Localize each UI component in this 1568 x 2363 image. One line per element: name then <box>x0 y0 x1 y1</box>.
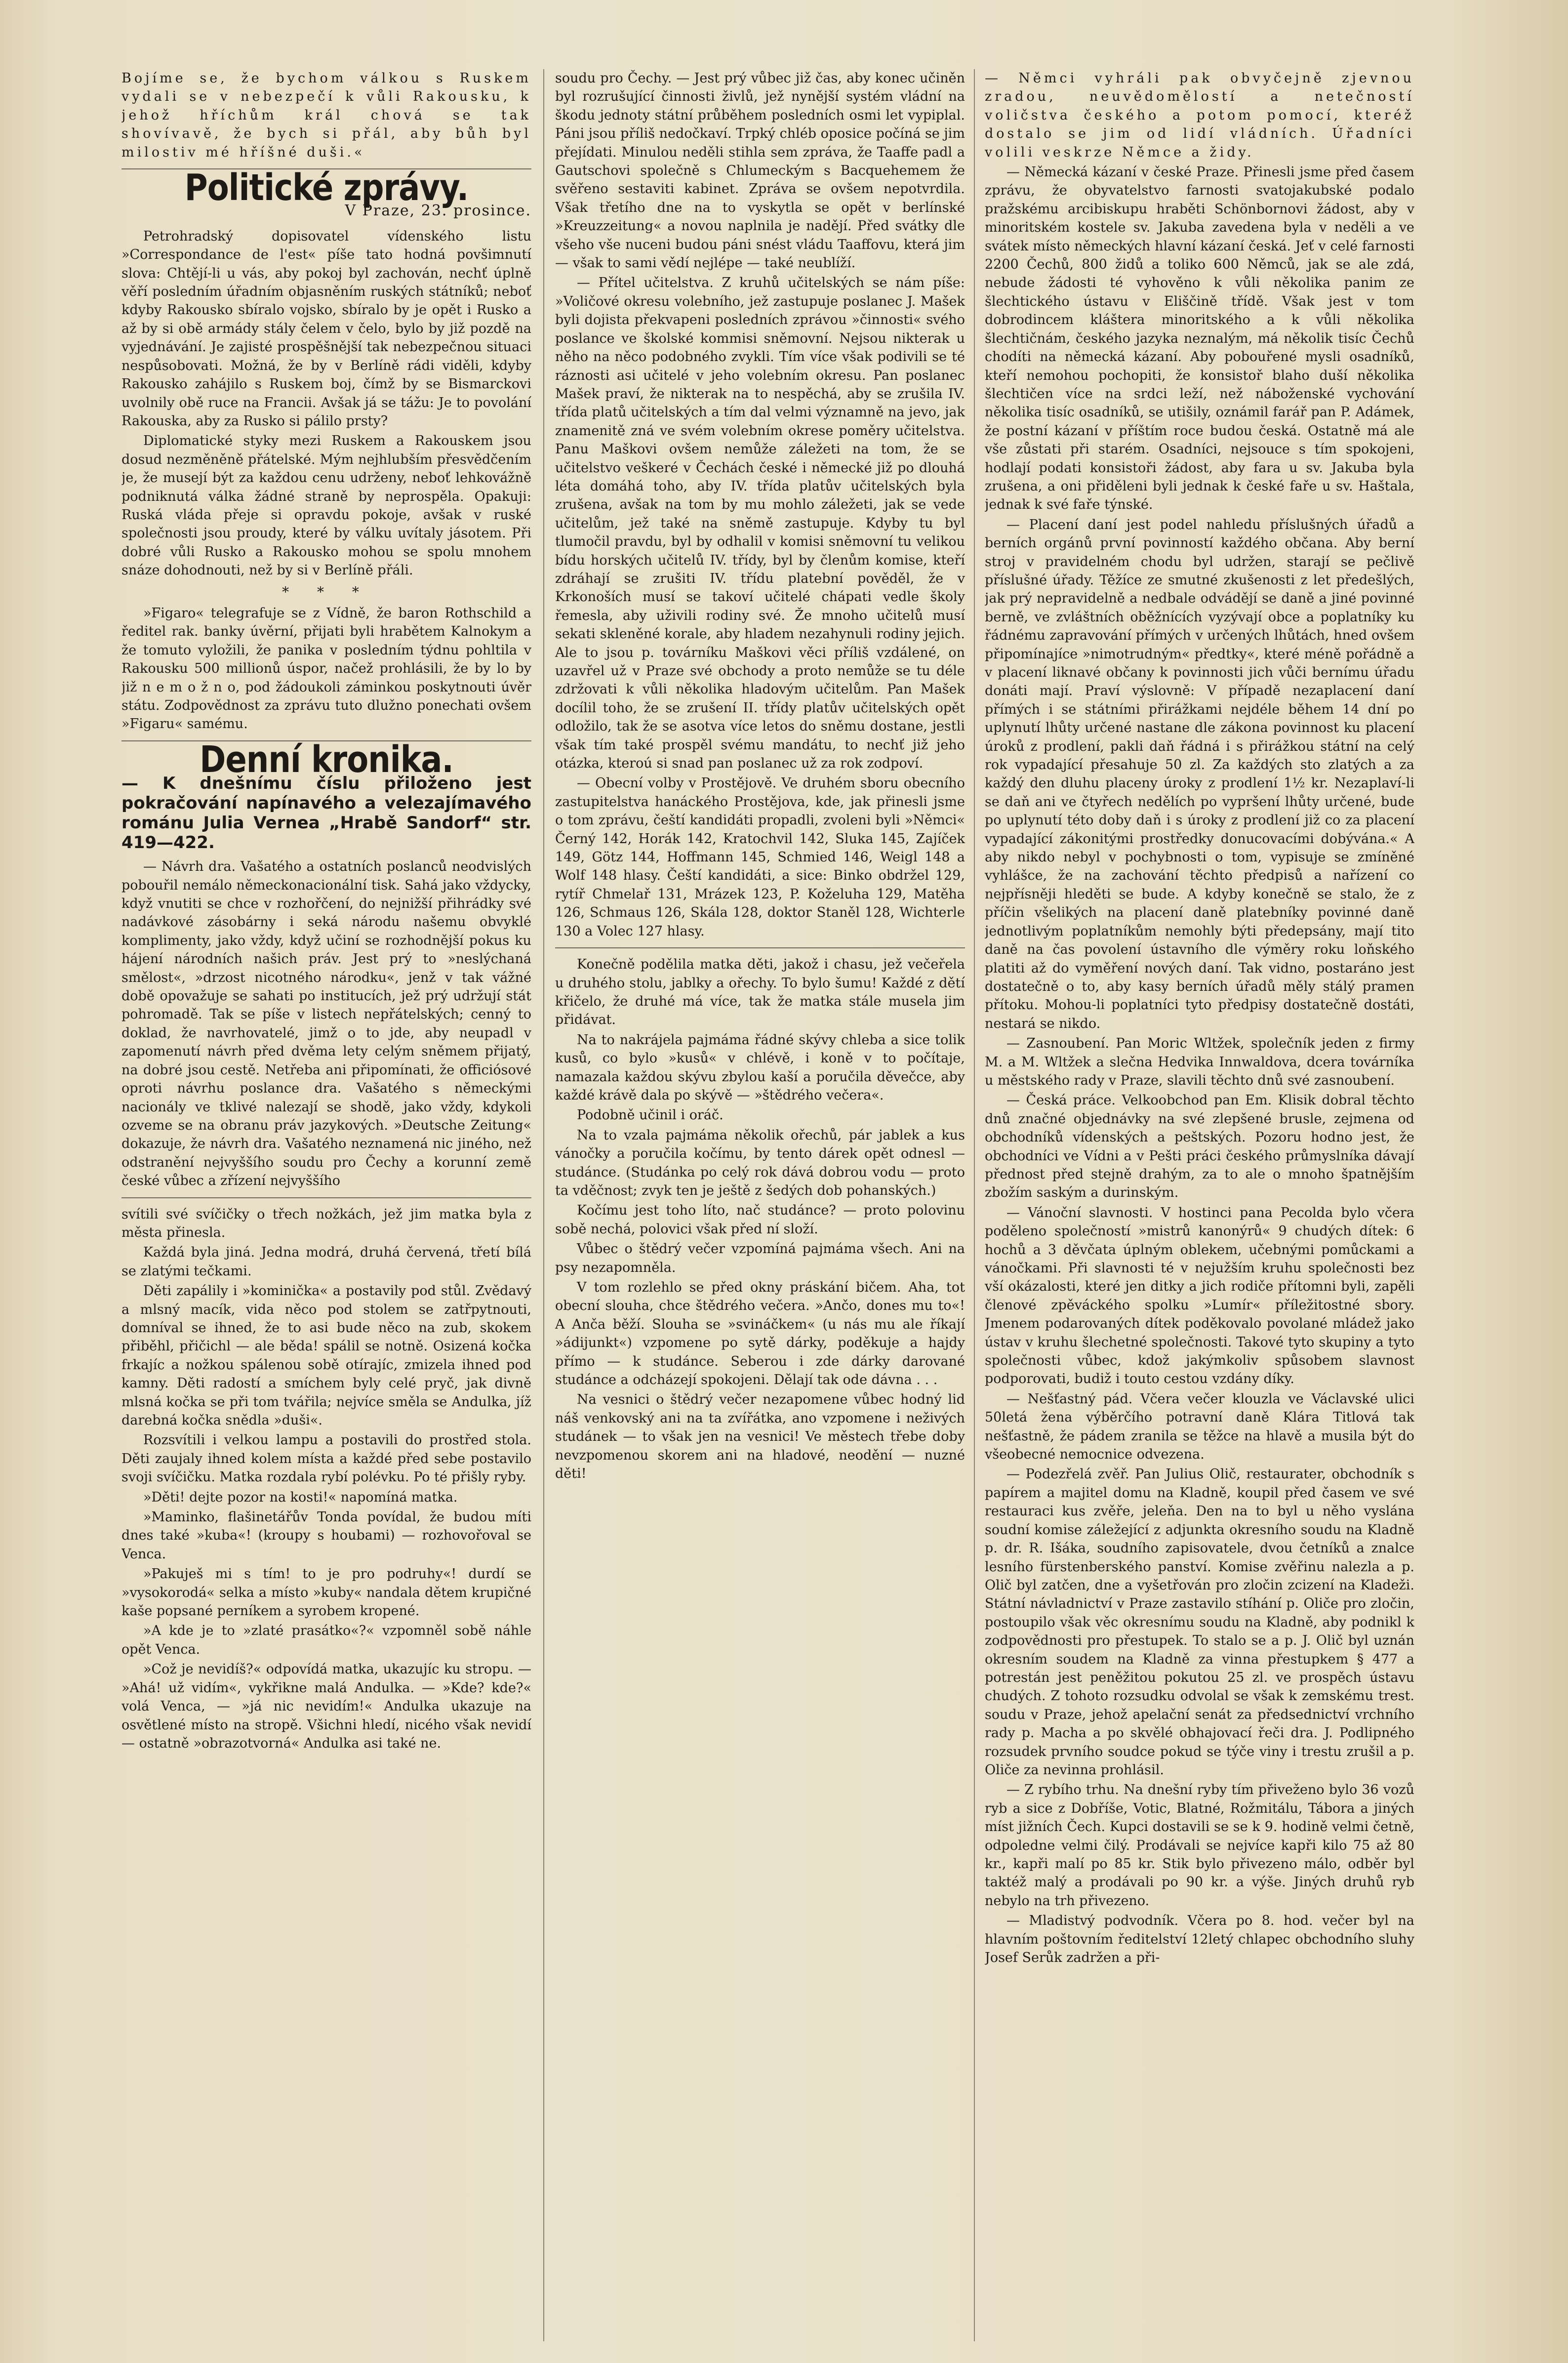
politics-paragraph: »Figaro« telegrafuje se z Vídně, že baron Rothschild a ředitel rak. banky úvěrní, přijati byli hrabětem Kalnokym a že tomuto vyložili, že panika v posledním týdnu pohltila v Rakousku 500 millionů úspor, načež prohlásili, že by lo by již n e m o ž n o, pod žádoukoli záminkou poskytnouti úvěr státu. Zodpovědnost za zprávu tuto dlužno ponechati ovšem »Figaru« samému. <box>121 605 531 732</box>
news-item: — Němci vyhráli pak obvyčejně zjevnou zradou, neuvědomělostí a netečností voličstva českého a potom pomocí, kteréž dostalo se jim od lidí vládních. Úřadníci volili veskrze Němce a židy. <box>985 71 1414 160</box>
news-item: — Mladistvý podvodník. Včera po 8. hod. večer byl na hlavním poštovním ředitelství 12letý chlapec obchodního sluhy Josef Serůk zadržen a při- <box>985 1913 1414 1966</box>
kronika-lead: — K dnešnímu číslu přiloženo jest pokračování napínavého a velezajímavého románu Julia Vernea „Hrabě Sandorf“ str. 419—422. <box>121 774 531 853</box>
news-item: — Placení daní jest podel nahledu příslušných úřadů a berních orgánů první povinností každého občana. Aby berní stroj v pravidelném chodu byl udržen, starají se pečlivě příslušné úřady. Těžíce ze smutné zkušenosti z let předešlých, jak prý nepravidelně a nedbale odvádějí se daně a jiné povinné berně, ve zvláštních oběžnících vyzývají obce a poplatníky ku řádnému zapravování přímých v určených lhůtách, hned ovšem připomínajíce »nimotrudným« předtky«, které méně pořádně a v placení liknavé občany k povinnosti jich vůči bernímu úřadu donáti mají. Praví výslovně: V případě nezaplacení daní přímých i se státními přirážkami nejdéle během 14 dní po uplynutí lhůty určené nastane dle zákona povinnost ku placení úroků z prodlení, pakli daň řádná i s přirážkou státní na celý rok vypadající přesahuje 50 zl. Za každých sto zlatých a za každý den dluhu placeny úroky z prodlení 1½ kr. Nezaplaví-li se daň ani ve čtyřech nedělích po vypršení lhůty určené, bude po uplynutí této doby daň i s úroky z prodlení již co za placení vypadající zákonitými prostředky donucovacími dobývána.« A aby nikdo nebyl v pochybnosti o tom, vypisuje se zmíněné vyhlášce, že na zachování těchto předpisů a nařízení co nejpřísněji hleděti se bude. A kdyby konečně se stalo, že z příčin všelikých na placení daně platebníky povinné daně jednotlivým poplatníkům nemohly býti předepsány, mají tito daně na čas povolení ústavního dle výměry roku loňského platiti až do vyměření nových daní. Tak vidno, postaráno jest dostatečně o to, aby kasy berních úřadů měly stálý pramen přítoku. Mohou-li poplatníci tyto předpisy dostatečně dostáti, nestará se nikdo. <box>985 517 1414 1031</box>
story-paragraph: Na to nakrájela pajmáma řádné skývy chleba a sice tolik kusů, co bylo »kusů« v chlévě, i koně v to počítaje, namazala každou skývu zbylou kaší a poručila děvečce, aby každé krávě dala po skývě — »štědrého večera«. <box>555 1032 965 1103</box>
politics-paragraph: Petrohradský dopisovatel vídenského listu »Correspondance de l'est« píše tato hodná povšimnutí slova: Chtějí-li u vás, aby pokoj byl zachován, nechť úplně věří posledním úřadním objasněním ruských státníků; neboť kdyby Rakousko sbíralo vojsko, sbíralo by je opět i Rusko a až by si obě armády stály čelem v čelo, bylo by již pozdě na vyjednávání. Je zajisté prospěšnější tak nebezpečnou situaci nespůsobovati. Možná, že by v Berlíně rádi viděli, kdyby Rakousko zahájilo s Ruskem boj, čímž by se Bismarckovi uvolnily obě ruce na Francii. Avšak já se tážu: Je to povolání Rakouska, aby za Rusko si pálilo prsty? <box>121 228 531 429</box>
story-paragraph: Každá byla jiná. Jedna modrá, druhá červená, třetí bílá se zlatými tečkami. <box>121 1245 531 1279</box>
column-3 <box>985 69 1414 2341</box>
news-item: — Z rybího trhu. Na dnešní ryby tím přiveženo bylo 36 vozů ryb a sice z Dobříše, Votic, Blatné, Rožmitálu, Tábora a jiných míst jižních Čech. Kupci dostavili se se k 9. hodině velmi četně, odpoledne velmi čilý. Prodávali se nejvíce kapři kilo 75 až 80 kr., kapři malí po 85 kr. Stik bylo přivezeno málo, odběr byl taktéž malý a prodávali po 90 kr. a výše. Jiných druhů ryb nebylo na trh přivezeno. <box>985 1782 1414 1909</box>
news-item: — Podezřelá zvěř. Pan Julius Olič, restaurater, obchodník s papírem a majitel domu na Kladně, koupil před časem ve své restauraci kus zvěře, jeleňa. Den na to byl u něho vyslána soudní komise záležející z adjunkta okresního soudu na Kladně p. dr. R. Išáka, soudního zapisovatele, dvou četníků a znalce lesního fürstenberského panství. Komise zvěřinu nalezla a p. Olič byl zatčen, dne a vyšetřován pro zločin zcizení na Kladeži. Státní návladnictví v Praze zastavilo stíhání p. Oliče pro zločin, postoupilo však věc okresnímu soudu na Kladně, aby podnikl k zodpovědnosti pro přestupek. To stalo se a p. J. Olič byl uznán okresním soudem na Kladně za vinna přestupkem § 477 a potrestán jest peněžitou pokutou 25 zl. ve prospěch ústavu chudých. Z tohoto rozsudku odvolal se však k zemskému trest. soudu v Praze, jehož apelační senát za předsednictví vrchního rady p. Macha a po skvělé obhajovací řeči dra. J. Podlipného rozsudek prvního soudce pokud se týče viny i trestu zrušil a p. Oliče za nevinna prohlásil. <box>985 1467 1414 1778</box>
story-paragraph: »A kde je to »zlaté prasátko«?« vzpomněl sobě náhle opět Venca. <box>121 1623 531 1657</box>
story-paragraph: V tom rozlehlo se před okny práskání bičem. Aha, tot obecní slouha, chce štědrého večera. »Ančo, dones mu to«! A Anča běží. Slouha se »svináčkem« (u nás mu ale říkají »ádijunkt«) vzpomene po sytě dárky, poděkuje a hajdy přímo — k studánce. Seberou i zde dárky darované studánce a odcházejí spokojeni. Dělají tak ode dávna . . . <box>555 1280 965 1388</box>
news-item: — Návrh dra. Vašatého a ostatních poslanců neodvislých pobouřil nemálo německonacionální tisk. Sahá jako vždycky, když vnutiti se chce v rozhořčení, do nejnižší přihrádky své nadávkové zásobárny i seká národu našemu obvyklé komplimenty, jako vždy, když učiní se rozhodnější pokus ku hájení národních našich práv. Jest prý to »neslýchaná smělost«, »drzost nicotného národku«, jenž v tak vážné době opovažuje se sahati po institucích, jež prý udržují stát pohromadě. Tak se píše v listech nepřátelských; cenný to doklad, že navrhovatelé, jimž o to jde, aby neupadl v zapomenutí návrh před dvěma lety celým sněmem přijatý, na dobré jsou cestě. Netřeba ani připomínati, že officiósové oproti návrhu poslance dra. Vašatého s německými nacionály ve tklivé nalezají se shodě, jako vždy, kdykoli ozveme se na obranu práv jazykových. »Deutsche Zeitung« dokazuje, že návrh dra. Vašatého neznamená nic jiného, než odstranění nejvyššího soudu pro Čechy a korunní země české vůbec a zřízení nejvyššího <box>121 859 531 1189</box>
section-stars: * * * <box>282 583 371 600</box>
story-paragraph: Na to vzala pajmáma několik ořechů, pár jablek a kus vánočky a poručila kočímu, by tento dárek opět odnesl — studánce. (Studánka po celý rok dává dobrou vodu — proto ta vděčnost; zvyk ten je ještě z šedých dob pohanských.) <box>555 1127 965 1198</box>
news-item: soudu pro Čechy. — Jest prý vůbec již čas, aby konec učiněn byl rozrušující činnosti živlů, jež nynější systém vládní na škodu jednoty státní průběhem posledních osmi let vypiplal. Páni jsou příliš nedočkaví. Trpký chléb oposice počíná se jim přejídati. Minulou neděli stihla sem zpráva, že Taaffe padl a Gautschovi společně s Chlumeckým s Bacquehemem že svěřeno sestaviti kabinet. Zpráva se ovšem nepotvrdila. Však třetího dne na to vyskytla se opět v berlínské »Kreuzzeitung« a novou naplnila je nadějí. Před svátky dle všeho vše nuceni budou páni snést vládu Taaffovu, která jim — však to sami vědí nejlépe — také neublíží. <box>555 71 965 271</box>
story-paragraph: »Děti! dejte pozor na kosti!« napomíná matka. <box>143 1489 458 1505</box>
story-paragraph: Děti zapálily i »kominička« a postavily pod stůl. Zvědavý a mlsný macík, vida něco pod stolem se zatřpytnouti, domníval se ihned, že to asi bude něco na zub, skokem přiběhl, přičichl — ale běda! spálil se notně. Osizená kočka frkajíc a nožkou spálenou sobě otírajíc, zmizela ihned pod kamny. Děti radostí a smíchem byly celé pryč, jak divně mlsná kočka se při tom tvářila; nejvíce směla se Andulka, jíž darebná kočka snědla »duši«. <box>121 1283 531 1428</box>
politics-heading: Politické zprávy. <box>184 167 469 209</box>
divider <box>555 947 965 948</box>
news-item: — Česká práce. Velkoobchod pan Em. Klisik dobral těchto dnů značné objednávky na své zlepšené brusle, zejmena od obchodníků vídenských a peštských. Pozoru hodno jest, že obchodníci ve Vídni a v Pešti práci českého průmyslníka dávají přednost před stejně drahým, za to ale o mnoho špatnějším zbožím saským a durinským. <box>985 1093 1414 1201</box>
column-1 <box>121 69 531 2341</box>
politics-paragraph: Diplomatické styky mezi Ruskem a Rakouskem jsou dosud nezměněně přátelské. Mým nejhlubším přesvědčením je, že musejí být za každou cenu udrženy, neboť lehkovážně podniknutá válka žádné straně by neprospěla. Opakuji: Ruská vláda přeje si opravdu pokoje, avšak v ruské společnosti jsou proudy, které by válku uvítaly jásotem. Při dobré vůli Rusko a Rakousko mohou se spolu mnohem snáze dohodnouti, než by si v Berlíně přáli. <box>121 433 531 578</box>
story-paragraph: »Maminko, flašinetářův Tonda povídal, že budou míti dnes také »kuba«! (kroupy s houbami) — rozhovořoval se Venca. <box>121 1509 531 1562</box>
news-item: — Zasnoubení. Pan Moric Wltžek, společník jeden z firmy M. a M. Wltžek a slečna Hedvika Innwaldova, dcera továrníka u městského rady v Praze, slavili těchto dnů své zasnoubení. <box>985 1036 1414 1088</box>
news-item: — Nešťastný pád. Včera večer klouzla ve Václavské ulici 50letá žena výběrčího potravní daně Klára Titlová tak nešťastně, že pádem zranila se těžce na hlavě a musila být do všeobecné nemocnice odvezena. <box>985 1391 1414 1463</box>
story-paragraph: Podobně učinil i oráč. <box>577 1107 724 1123</box>
story-paragraph: Na vesnici o štědrý večer nezapomene vůbec hodný lid náš venkovský ani na ta zvířátka, ano vzpomene i neživých studánek — to však jen na vesnici! Ve městech třebe doby nevzpomenou skorem ani na hladové, neodění — nuzné děti! <box>555 1392 965 1482</box>
politics-dateline: V Praze, 23. prosince. <box>345 202 531 220</box>
news-item: — Přítel učitelstva. Z kruhů učitelských se nám píše: »Voličové okresu volebního, jež zastupuje poslanec J. Mašek byli dojista překvapeni posledních zprávou »činnosti« svého poslance ve školské kommisi sněmovní. Nejsou nikterak u něho na něco podobného zvykli. Tím více však podivili se té ráznosti asi učitelé v jeho volebním okresu. Pan poslanec Mašek praví, že nikterak na to nespěchá, aby se zrušila IV. třída platů učitelských a tím dal velmi významně na jevo, jak znamenitě zná ve svém volebním okrese poměry učitelstva. Panu Maškovi ovšem nemůže záležeti na tom, že se učitelstvo veškeré v Čechách české i německé již po dlouhá léta domáhá toho, aby IV. třída platův učitelských byla zrušena, avšak na tom by mu mohlo záležeti, jak se vede učitelům, jež také na sněmě zastupuje. Kdyby tu byl tlumočil pravdu, byl by odhalil v komisi sněmovní tu velikou bídu horských učitelů IV. třídy, byl by členům komise, kteří zdráhají se zrušiti IV. třídu platební pověděl, že v Krkonoších musí se takoví učitelé chápati vedle školy řemesla, aby uživili rodiny své. Že mnoho učitelů musí sekati skleněné korale, aby hladem nezahynuli rodiny jejich. Ale to jsou p. továrníku Maškovi věci příliš vzdálené, on uzavřel už v Praze své obchody a proto nemůže se tu déle zdržovati k vůli několika hladovým učitelům. Pan Mašek docílil toho, že se zrušení II. třídy platův učitelských opět odložilo, tak že se asotva více letos do sněmu dostane, jestli však tím také prospěl svému mandátu, to nechť již jeho otázka, kteroú si snad pan poslanec už za rok zodpoví. <box>555 275 965 772</box>
story-paragraph: »Což je nevidíš?« odpovídá matka, ukazujíc ku stropu. — »Ahá! už vidím«, vykřikne malá Andulka. — »Kde? kde?« volá Venca, — »já nic nevidím!« Andulka ukazuje na osvětlené místo na stropě. Všichni hledí, nicého však nevidí — ostatně »obrazotvorná« Andulka asi také ne. <box>121 1662 531 1751</box>
column-rule <box>974 69 975 2341</box>
column-2 <box>555 69 965 2341</box>
story-paragraph: svítili své svíčičky o třech nožkách, jež jim matka byla z města přinesla. <box>121 1206 531 1240</box>
kronika-heading: Denní kronika. <box>200 739 453 781</box>
intro-paragraph: Bojíme se, že bychom válkou s Ruskem vydali se v nebezpečí k vůli Rakousku, k jehož hříchům král chová se tak shovívavě, že bych si přál, aby bůh byl milostiv mé hříšné duši.« <box>121 71 531 160</box>
story-paragraph: Konečně podělila matka děti, jakož i chasu, jež večeřela u druhého stolu, jablky a ořechy. To bylo šumu! Každé z dětí křičelo, že druhé má více, tak že matka stále musela jim přidávat. <box>555 957 965 1028</box>
news-item: — Německá kázaní v české Praze. Přinesli jsme před časem zprávu, že obyvatelstvo farnosti svatojakubské podalo pražskému arcibiskupu hraběti Schönbornovi žádost, aby v minoritském kostele sv. Jakuba zavedena byla v neděli a ve svátek místo německých hlavní kázaní česká. Jeť v celé farnosti 2200 Čechů, 800 židů a toliko 600 Němců, jak se ale zdá, nebude žádosti té vyhověno k vůli několika panim ze šlechtického ústavu v Eliščině třídě. Však jest v tom dobrodincem kláštera minoritského a k vůli několika šlechtičnám, českého jazyka neznalým, má několik tisíc Čechů chodíti na německá kázaní. Aby pobouřené mysli osadníků, kteří nemohou pochopiti, že konsistoř blaho duší několika šlechtičen více na srdci leží, než náboženské vychování několika tisíc osadníků, se utišily, oznámil farář pan P. Adámek, že postní kázaní v příštím roce budou česká. Ostatně má ale vše zůstati při starém. Osadníci, nejsouce s tím spokojeni, hodlají podati konsistoři žádost, aby fara u sv. Jakuba byla zrušena, a oni přiděleni byli jednak k české faře u sv. Haštala, jednak k své faře týnské. <box>985 164 1414 513</box>
news-item: — Obecní volby v Prostějově. Ve druhém sboru obecního zastupitelstva hanáckého Prostějova, kde, jak přinesli jsme o tom zprávu, čeští kandidáti propadli, zvoleni byli »Němci« Černý 142, Horák 142, Kratochvil 142, Sluka 145, Zajíček 149, Götz 144, Hoffmann 145, Schmied 146, Weigl 148 a Wolf 148 hlasy. Čeští kandidáti, a sice: Binko obdržel 129, rytíř Chmelař 131, Mrázek 123, P. Koželuha 129, Matěha 126, Schmaus 126, Skála 128, doktor Staněl 128, Wichterle 130 a Volec 127 hlasy. <box>555 775 965 939</box>
column-rule <box>543 69 544 2341</box>
story-paragraph: Kočímu jest toho líto, nač studánce? — proto polovinu sobě nechá, polovici však před ní složí. <box>555 1203 965 1237</box>
news-item: — Vánoční slavnosti. V hostinci pana Pecolda bylo včera poděleno společností »mistrů kanonýrů« 9 chudých dítek: 6 hochů a 3 děvčata úplným oblekem, učebnými pomůckami a vánočkami. Při slavnosti té v nejužším kruhu společnosti bez vší okázalosti, které jen ditky a jich rodiče přítomni byli, zapěli členové zpěváckého spolku »Lumír« příležitostné sbory. Jmenem podarovaných dítek poděkovalo povolané mládež jako ústav v kruhu šlechetné společnosti. Takové tyto skupiny a tyto společnosti vůbec, kdož jakýmkoliv spůsobem slavnost podporovati, budiž i touto cestou vzdány díky. <box>985 1205 1414 1387</box>
story-paragraph: Vůbec o štědrý večer vzpomíná pajmáma všech. Ani na psy nezapomněla. <box>555 1241 965 1275</box>
story-paragraph: »Pakuješ mi s tím! to je pro podruhy«! durdí se »vysokorodá« selka a místo »kuby« nandala dětem krupičné kaše popsané perníkem a syrobem kropené. <box>121 1566 531 1619</box>
divider <box>121 1197 531 1198</box>
story-paragraph: Rozsvítili i velkou lampu a postavili do prostřed stola. Děti zaujaly ihned kolem místa a každé před sebe postavilo svoji svíčičku. Matka rozdala rybí polévku. Po té přišly ryby. <box>121 1432 531 1485</box>
